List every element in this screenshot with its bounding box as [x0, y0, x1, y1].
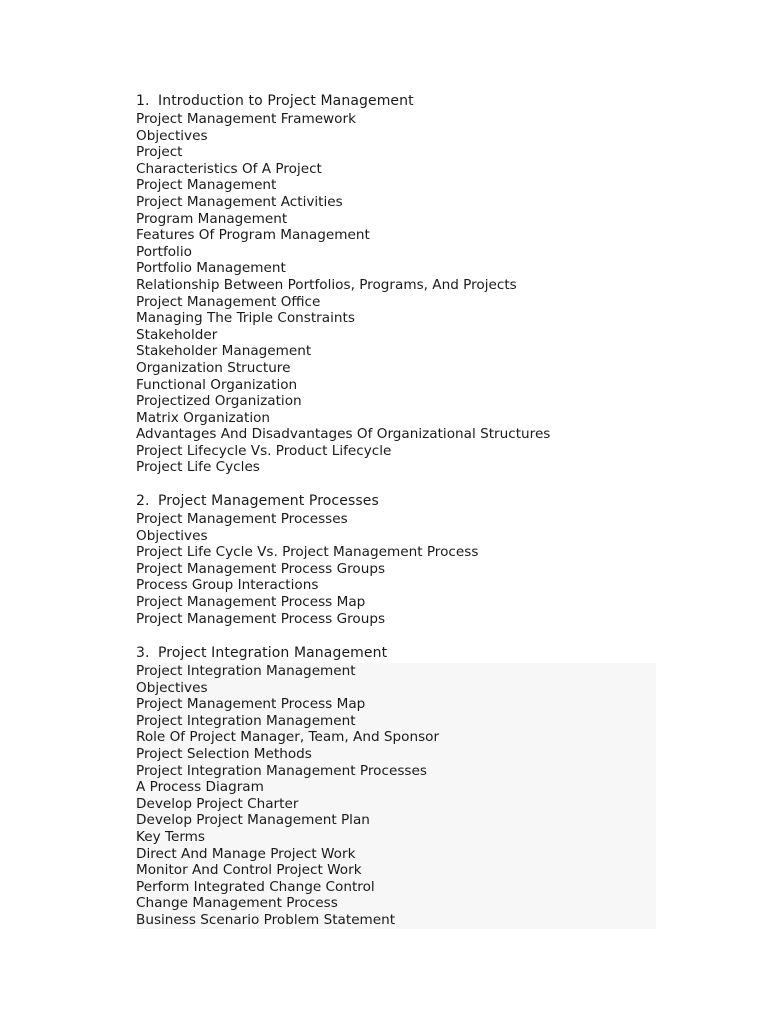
topic-item: Project Lifecycle Vs. Product Lifecycle: [136, 442, 392, 459]
topic-item: Advantages And Disadvantages Of Organizational Structures: [136, 426, 551, 443]
topic-item: Develop Project Management Plan: [136, 812, 370, 829]
topic-item: Stakeholder: [136, 326, 218, 343]
topic-item: Objectives: [136, 127, 208, 144]
section-heading: [136, 92, 656, 111]
topic-list: [136, 111, 656, 476]
topic-item: Characteristics Of A Project: [136, 160, 322, 177]
section-title: Introduction to Project Management: [158, 93, 414, 109]
section-processes: [136, 492, 656, 627]
topic-item: Project Selection Methods: [136, 745, 312, 762]
topic-item: Projectized Organization: [136, 393, 302, 410]
topic-item: Project Integration Management Processes: [136, 762, 427, 779]
topic-item: Business Scenario Problem Statement: [136, 911, 396, 928]
topic-item: Process Group Interactions: [136, 577, 319, 594]
topic-item: Project Management Process Groups: [136, 610, 386, 627]
section-heading: [136, 492, 656, 511]
topic-item: Portfolio Management: [136, 260, 286, 277]
topic-item: Project Management Office: [136, 293, 321, 310]
topic-item: Project Management Processes: [136, 511, 348, 527]
topic-item: Project Life Cycles: [136, 459, 260, 476]
topic-item: Project Management Process Map: [136, 696, 366, 713]
topic-item: Objectives: [136, 527, 208, 544]
topic-item: Managing The Triple Constraints: [136, 310, 355, 327]
topic-item: Direct And Manage Project Work: [136, 845, 356, 862]
section-number: 1.: [136, 93, 150, 109]
section-title: Project Integration Management: [158, 645, 388, 661]
topic-list: [136, 663, 656, 929]
topic-item: Project Management: [136, 177, 277, 194]
topic-item: Portfolio: [136, 243, 192, 260]
topic-item: Role Of Project Manager, Team, And Sponsor: [136, 729, 440, 746]
section-number: 2.: [136, 493, 150, 509]
topic-item: Organization Structure: [136, 359, 291, 376]
topic-item: Stakeholder Management: [136, 343, 312, 360]
topic-item: Project Life Cycle Vs. Project Management Process: [136, 544, 479, 561]
topic-item: Project Integration Management: [136, 712, 356, 729]
topic-item: Functional Organization: [136, 376, 298, 393]
section-heading: [136, 644, 656, 663]
topic-item: Project Management Process Map: [136, 593, 366, 610]
topic-item: Program Management: [136, 210, 288, 227]
topic-item: Project Integration Management: [136, 663, 356, 679]
topic-item: Perform Integrated Change Control: [136, 878, 375, 895]
topic-list: [136, 511, 656, 627]
topic-item: Develop Project Charter: [136, 795, 299, 812]
topic-item: Project Management Activities: [136, 193, 343, 210]
topic-item: Key Terms: [136, 828, 205, 845]
topic-item: Relationship Between Portfolios, Programs, And Projects: [136, 276, 517, 293]
section-title: Project Management Processes: [158, 493, 379, 509]
topic-item: Change Management Process: [136, 895, 338, 912]
topic-item: Monitor And Control Project Work: [136, 862, 362, 879]
section-integration: [136, 644, 656, 929]
topic-item: Project: [136, 144, 183, 161]
topic-item: A Process Diagram: [136, 779, 264, 796]
topic-item: Project Management Framework: [136, 111, 356, 127]
section-introduction: [136, 92, 656, 476]
topic-item: Objectives: [136, 679, 208, 696]
topic-item: Features Of Program Management: [136, 227, 370, 244]
topic-item: Project Management Process Groups: [136, 560, 386, 577]
topic-item: Matrix Organization: [136, 409, 271, 426]
section-number: 3.: [136, 645, 150, 661]
